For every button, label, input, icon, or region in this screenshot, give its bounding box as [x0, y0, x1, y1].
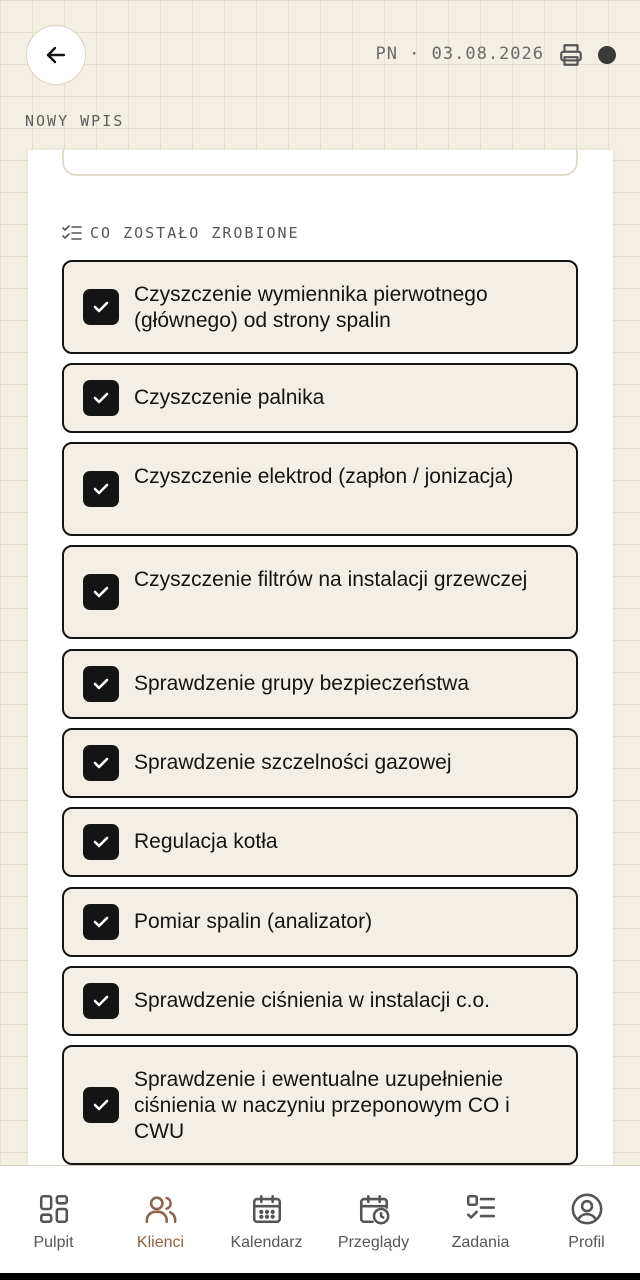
nav-item-profil[interactable]	[533, 1166, 640, 1274]
page-title: NOWY WPIS	[25, 112, 125, 130]
bottom-navigation	[0, 1165, 640, 1273]
check-icon	[91, 991, 111, 1011]
check-icon	[91, 912, 111, 932]
checklist-item-label: Czyszczenie elektrod (zapłon / jonizacja)	[134, 465, 514, 488]
status-dot	[598, 46, 616, 64]
checkbox-checked[interactable]	[83, 666, 119, 702]
section-header	[62, 224, 300, 242]
entry-date: PN · 03.08.2026	[375, 44, 544, 64]
checklist-item[interactable]	[62, 887, 578, 957]
nav-item-zadania[interactable]	[427, 1166, 534, 1274]
checkbox-checked[interactable]	[83, 745, 119, 781]
header	[0, 0, 640, 150]
checkbox-checked[interactable]	[83, 983, 119, 1019]
printer-icon[interactable]	[558, 42, 584, 68]
check-icon	[91, 582, 111, 602]
arrow-left-icon	[44, 43, 68, 67]
checkbox-checked[interactable]	[83, 824, 119, 860]
checklist-item-label: Pomiar spalin (analizator)	[134, 910, 373, 933]
check-icon	[91, 832, 111, 852]
nav-label: Zadania	[451, 1234, 510, 1251]
tasks-icon	[464, 1192, 498, 1226]
checklist-item-label: Czyszczenie filtrów na instalacji grzewczej	[134, 568, 528, 591]
checklist-item-label: Czyszczenie palnika	[134, 386, 325, 409]
checklist-item[interactable]	[62, 966, 578, 1036]
checklist-item[interactable]	[62, 363, 578, 433]
check-icon	[91, 388, 111, 408]
checklist-item[interactable]	[62, 728, 578, 798]
checkbox-checked[interactable]	[83, 289, 119, 325]
nav-label: Przeglądy	[337, 1234, 410, 1251]
users-icon	[144, 1192, 178, 1226]
profile-icon	[570, 1192, 604, 1226]
checklist-item-label: Sprawdzenie szczelności gazowej	[134, 751, 452, 774]
checkbox-checked[interactable]	[83, 904, 119, 940]
nav-label: Klienci	[136, 1234, 185, 1251]
checkbox-checked[interactable]	[83, 574, 119, 610]
system-gesture-bar	[0, 1273, 640, 1280]
nav-item-kalendarz[interactable]	[213, 1166, 320, 1274]
nav-label: Pulpit	[33, 1234, 74, 1251]
previous-input-field[interactable]	[62, 150, 578, 176]
checklist-item-label: Sprawdzenie ciśnienia w instalacji c.o.	[134, 989, 491, 1012]
checklist-item-label: Sprawdzenie i ewentualne uzupełnienie ciśnienia w naczyniu przeponowym CO i CWU	[134, 1068, 510, 1143]
nav-label: Kalendarz	[230, 1234, 303, 1251]
checklist-item[interactable]	[62, 260, 578, 354]
checklist-item-label: Regulacja kotła	[134, 830, 278, 853]
dashboard-icon	[37, 1192, 71, 1226]
check-icon	[91, 297, 111, 317]
calendar-icon	[250, 1192, 284, 1226]
checklist-icon	[62, 224, 82, 242]
calendar-clock-icon	[357, 1192, 391, 1226]
checkbox-checked[interactable]	[83, 1087, 119, 1123]
nav-item-klienci[interactable]	[107, 1166, 214, 1274]
check-icon	[91, 674, 111, 694]
checklist-item[interactable]	[62, 442, 578, 536]
entry-form-card	[28, 150, 613, 1170]
nav-item-pulpit[interactable]	[0, 1166, 107, 1274]
checkbox-checked[interactable]	[83, 380, 119, 416]
checklist-item-label: Sprawdzenie grupy bezpieczeństwa	[134, 672, 470, 695]
check-icon	[91, 753, 111, 773]
nav-label: Profil	[568, 1234, 605, 1251]
back-button[interactable]	[26, 25, 86, 85]
checklist-item[interactable]	[62, 545, 578, 639]
nav-item-przeglady[interactable]	[320, 1166, 427, 1274]
check-icon	[91, 1095, 111, 1115]
checklist-item-label: Czyszczenie wymiennika pierwotnego (głównego) od strony spalin	[134, 283, 488, 332]
check-icon	[91, 479, 111, 499]
checkbox-checked[interactable]	[83, 471, 119, 507]
section-label: CO ZOSTAŁO ZROBIONE	[90, 224, 300, 242]
checklist-item[interactable]	[62, 1045, 578, 1165]
checklist-item[interactable]	[62, 807, 578, 877]
checklist-item[interactable]	[62, 649, 578, 719]
